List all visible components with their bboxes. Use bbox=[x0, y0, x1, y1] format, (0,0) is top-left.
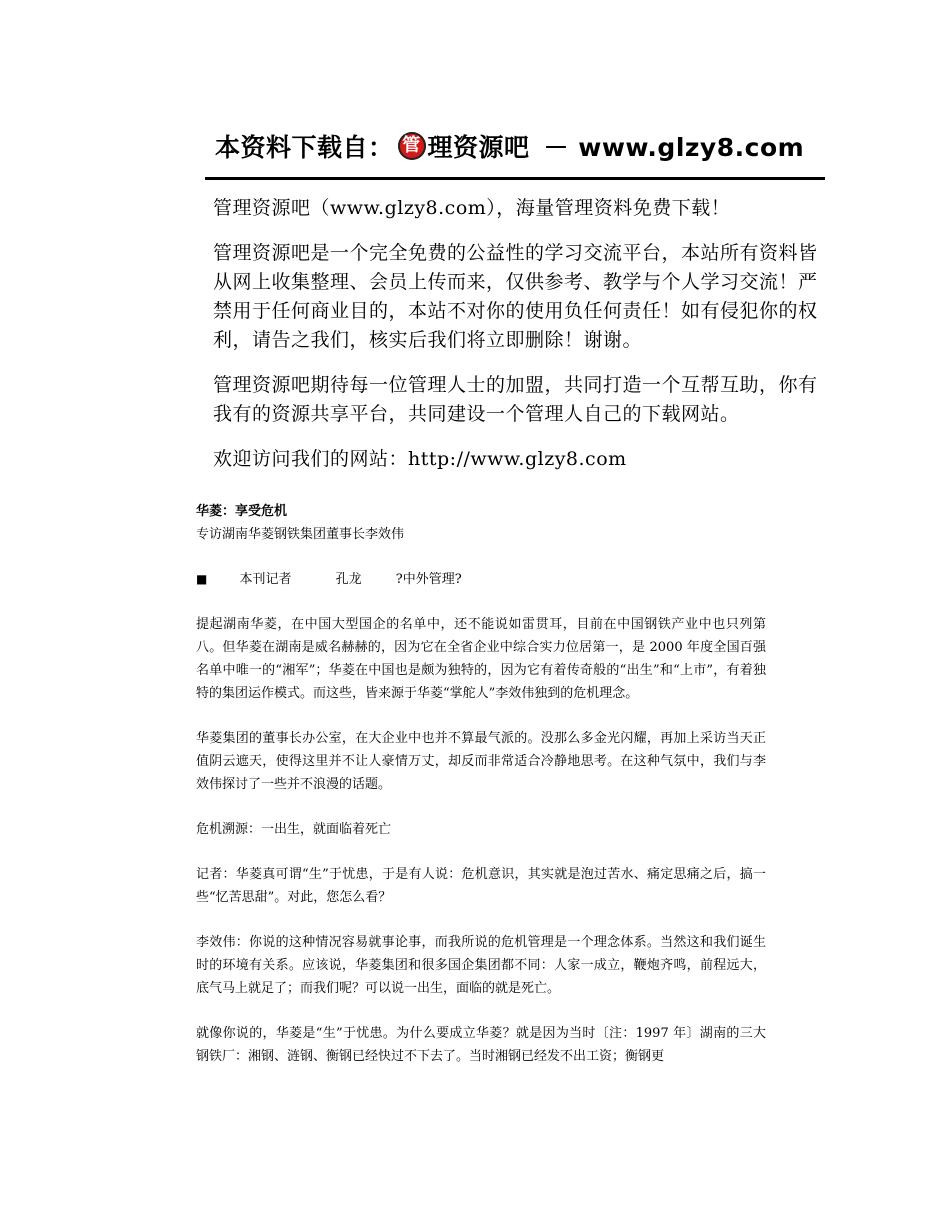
article-paragraph: 提起湖南华菱，在中国大型国企的名单中，还不能说如雷贯耳，目前在中国钢铁产业中也只列第八。但华菱在湖南是威名赫赫的，因为它在全省企业中综合实力位居第一，是 2000 年度全国百强名单中唯一的“湘军”；华菱在中国也是颇为独特的，因为它有着传奇般的“出生”和“上市”，有着独特的集团运作模式。而这些，皆来源于华菱“掌舵人”李效伟独到的危机理念。 bbox=[196, 617, 766, 701]
banner-heading-prefix: 本资料下载自： bbox=[215, 133, 394, 162]
download-banner bbox=[205, 118, 825, 478]
article-paragraph: 记者：华菱真可谓“生”于忧患，于是有人说：危机意识，其实就是泡过苦水、痛定思痛之后，搞一些“忆苦思甜”。对此，您怎么看？ bbox=[196, 867, 766, 905]
square-bullet-icon: ■ bbox=[196, 572, 208, 586]
banner-heading bbox=[215, 124, 804, 168]
banner-paragraph: 管理资源吧期待每一位管理人士的加盟，共同打造一个互帮互助，你有我有的资源共享平台，共同建设一个管理人自己的下载网站。 bbox=[213, 374, 818, 425]
banner-url[interactable]: － www.glzy8.com bbox=[543, 133, 805, 162]
section-heading: 危机溯源：一出生，就面临着死亡 bbox=[196, 822, 392, 837]
article-byline bbox=[196, 568, 766, 591]
article-paragraph: 就像你说的，华菱是“生”于忧患。为什么要成立华菱？就是因为当时〔注：1997 年〕湖南的三大钢铁厂：湘钢、涟钢、衡钢已经快过不下去了。当时湘钢已经发不出工资；衡钢更 bbox=[196, 1026, 766, 1064]
byline-source: ?中外管理? bbox=[395, 572, 462, 587]
byline-author: 孔龙 bbox=[335, 572, 362, 587]
site-logo-icon: 管 bbox=[398, 132, 426, 160]
banner-paragraph: 管理资源吧是一个完全免费的公益性的学习交流平台，本站所有资料皆从网上收集整理、会员上传而来，仅供参考、教学与个人学习交流！严禁用于任何商业目的，本站不对你的使用负任何责任！如有侵犯你的权利，请告之我们，核实后我们将立即删除！谢谢。 bbox=[213, 242, 818, 351]
banner-paragraph: 管理资源吧（www.glzy8.com），海量管理资料免费下载！ bbox=[213, 197, 731, 219]
banner-body bbox=[213, 194, 821, 490]
banner-website-link[interactable]: 欢迎访问我们的网站：http://www.glzy8.com bbox=[213, 448, 627, 470]
article bbox=[196, 500, 766, 1090]
byline-role: 本刊记者 bbox=[239, 572, 292, 587]
banner-site-name: 理资源吧 bbox=[427, 133, 530, 162]
article-subtitle: 专访湖南华菱钢铁集团董事长李效伟 bbox=[196, 527, 405, 542]
article-paragraph: 李效伟：你说的这种情况容易就事论事，而我所说的危机管理是一个理念体系。当然这和我们诞生时的环境有关系。应该说，华菱集团和很多国企集团都不同：人家一成立，鞭炮齐鸣，前程远大，底气马上就足了；而我们呢？可以说一出生，面临的就是死亡。 bbox=[196, 935, 766, 996]
article-paragraph: 华菱集团的董事长办公室，在大企业中也并不算最气派的。没那么多金光闪耀，再加上采访当天正值阴云遮天，使得这里并不让人豪情万丈，却反而非常适合冷静地思考。在这种气氛中，我们与李效伟探讨了一些并不浪漫的话题。 bbox=[196, 731, 766, 792]
banner-divider bbox=[205, 177, 825, 180]
article-title: 华菱：享受危机 bbox=[196, 504, 288, 519]
